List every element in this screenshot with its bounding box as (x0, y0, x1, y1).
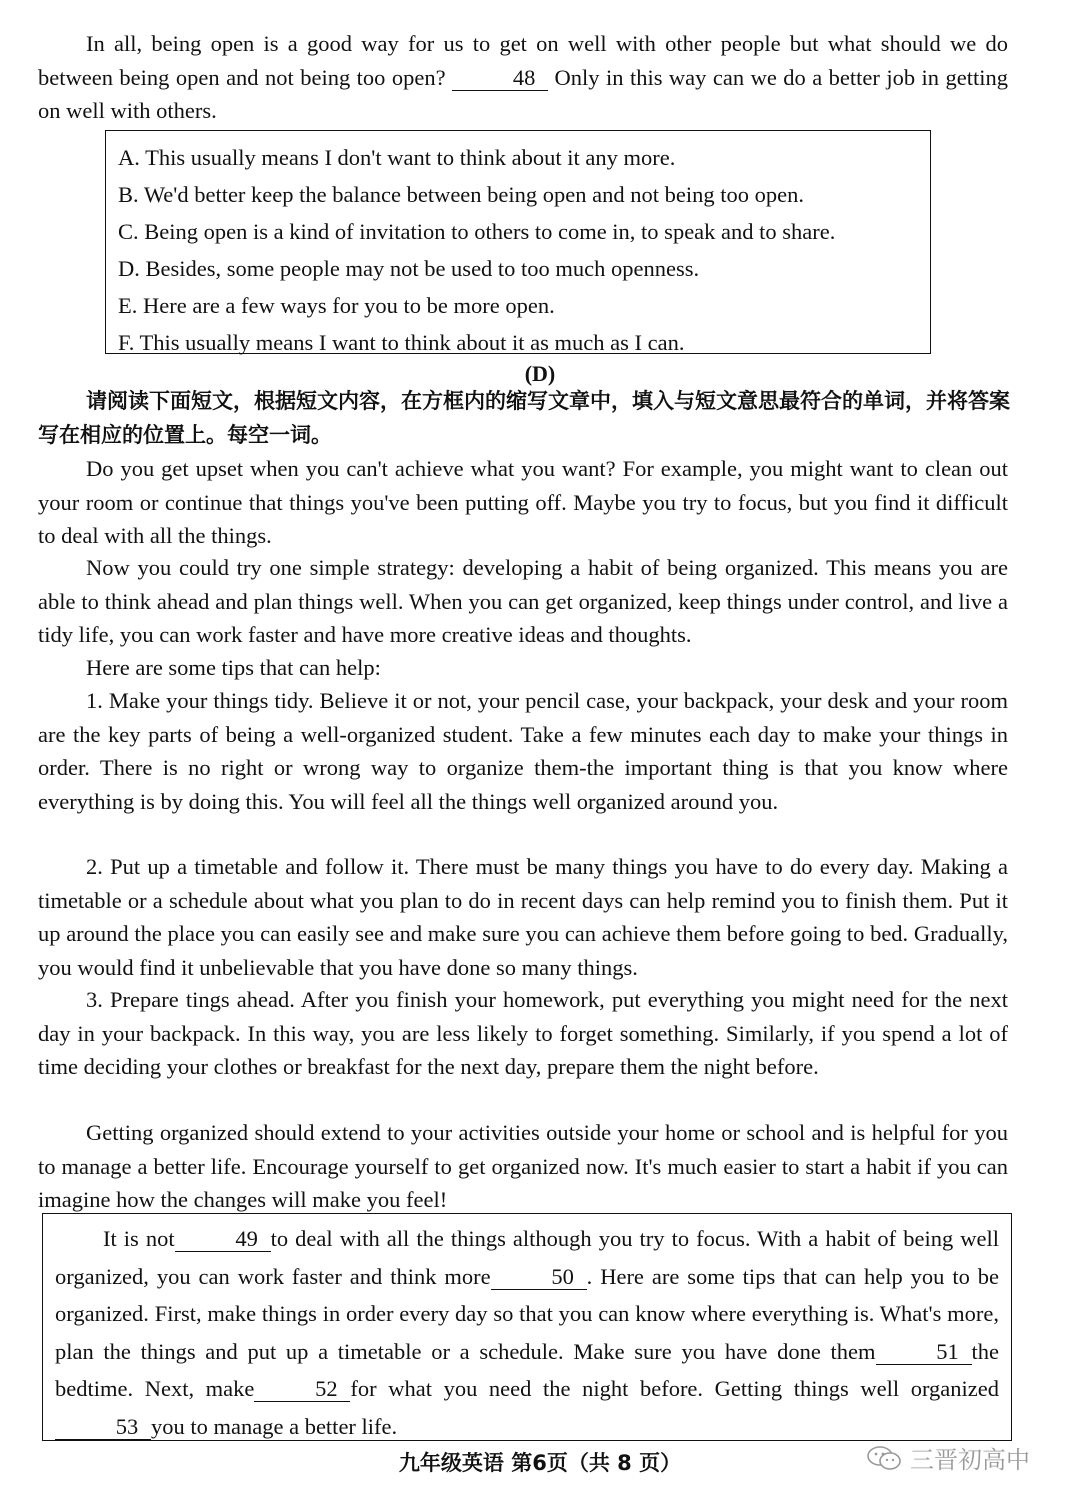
intro-text-a: In all, being open is a good way for us to get on well with other people but what should we do between being open and not being too open? (38, 31, 1008, 90)
option-a: A. This usually means I don't want to think about it any more. (118, 145, 676, 170)
paragraph-tip-1: 1. Make your things tidy. Believe it or not, your pencil case, your backpack, your desk and your room are the key parts of being a well-organized student. Take a few minutes each day to make your things in order. There is no right or wrong way to organize them-the important thing is that you know where everything is by doing this. You will feel all the things well organized around you. (38, 688, 1008, 814)
blank-48: 48 (452, 66, 548, 91)
paragraph-tip-2: 2. Put up a timetable and follow it. There must be many things you have to do every day. Making a timetable or a schedule about what you plan to do in recent days can help remind you to finish them. Put it up around the place you can easily see and make sure you can achieve them before going to bed. Gradually, you would find it unbelievable that you have done so many things. (38, 854, 1008, 980)
page-footer: 九年级英语 第6页（共 8 页） (398, 1451, 682, 1475)
paragraph-3: Here are some tips that can help: (86, 655, 381, 680)
option-f: F. This usually means I want to think about it as much as I can. (118, 330, 685, 355)
summary-box (42, 1213, 1012, 1441)
intro-text-b: Only in this way can we do a better job in getting on well with others. (38, 64, 1009, 123)
instruction: 请阅读下面短文，根据短文内容，在方框内的缩写文章中，填入与短文意思最符合的单词，并将答案写在相应的位置上。每空一词。 (38, 389, 1010, 447)
paragraph-tip-3: 3. Prepare tings ahead. After you finish your homework, put everything you might need for the next day in your backpack. In this way, you are less likely to forget something. Similarly, if you spend a lot of time deciding your clothes or breakfast for the next day, prepare them the night before. (38, 987, 1008, 1079)
intro-paragraph (38, 27, 1008, 128)
blank-51: 51 (876, 1340, 972, 1365)
option-d: D. Besides, some people may not be used to too much openness. (118, 256, 700, 281)
blank-50: 50 (491, 1265, 587, 1290)
summary-part: the bedtime. Next, make (55, 1338, 999, 1401)
paragraph-conclusion: Getting organized should extend to your activities outside your home or school and is helpful for you to manage a better life. Encourage yourself to get organized now. It's much easier to start a habit if you can imagine how the changes will make you feel! (38, 1120, 1008, 1212)
summary-text (55, 1220, 999, 1445)
summary-part: you to manage a better life. (151, 1413, 398, 1439)
summary-part: for what you need the night before. Getting things well organized (350, 1376, 999, 1401)
watermark-text: 三晋初高中 (910, 1446, 1030, 1474)
section-label: (D) (524, 361, 556, 386)
blank-53: 53 (55, 1415, 151, 1440)
option-b: B. We'd better keep the balance between being open and not being too open. (118, 182, 804, 207)
summary-part: to deal with all the things although you try to focus. With a habit of being well organized, you can work faster and think more (55, 1226, 999, 1289)
summary-part: . Here are some tips that can help you to be organized. First, make things in order every day so that you can know where everything is. What's more, plan the things and put up a timetable or a schedule. Make sure you have done them (55, 1263, 1000, 1364)
summary-part: It is not (103, 1226, 175, 1251)
paragraph-1: Do you get upset when you can't achieve what you want? For example, you might want to clean out your room or continue that things you've been putting off. Maybe you try to focus, but you find it difficult to deal with all the things. (38, 456, 1008, 548)
blank-52: 52 (254, 1377, 350, 1402)
paragraph-2: Now you could try one simple strategy: developing a habit of being organized. This means you are able to think ahead and plan things well. When you can get organized, keep things under control, and live a tidy life, you can work faster and have more creative ideas and thoughts. (38, 555, 1008, 647)
blank-49: 49 (175, 1227, 271, 1252)
options-box (105, 130, 931, 354)
watermark (866, 1440, 1030, 1475)
wechat-icon (866, 1445, 902, 1471)
option-e: E. Here are a few ways for you to be more open. (118, 293, 555, 318)
option-c: C. Being open is a kind of invitation to others to come in, to speak and to share. (118, 219, 836, 244)
